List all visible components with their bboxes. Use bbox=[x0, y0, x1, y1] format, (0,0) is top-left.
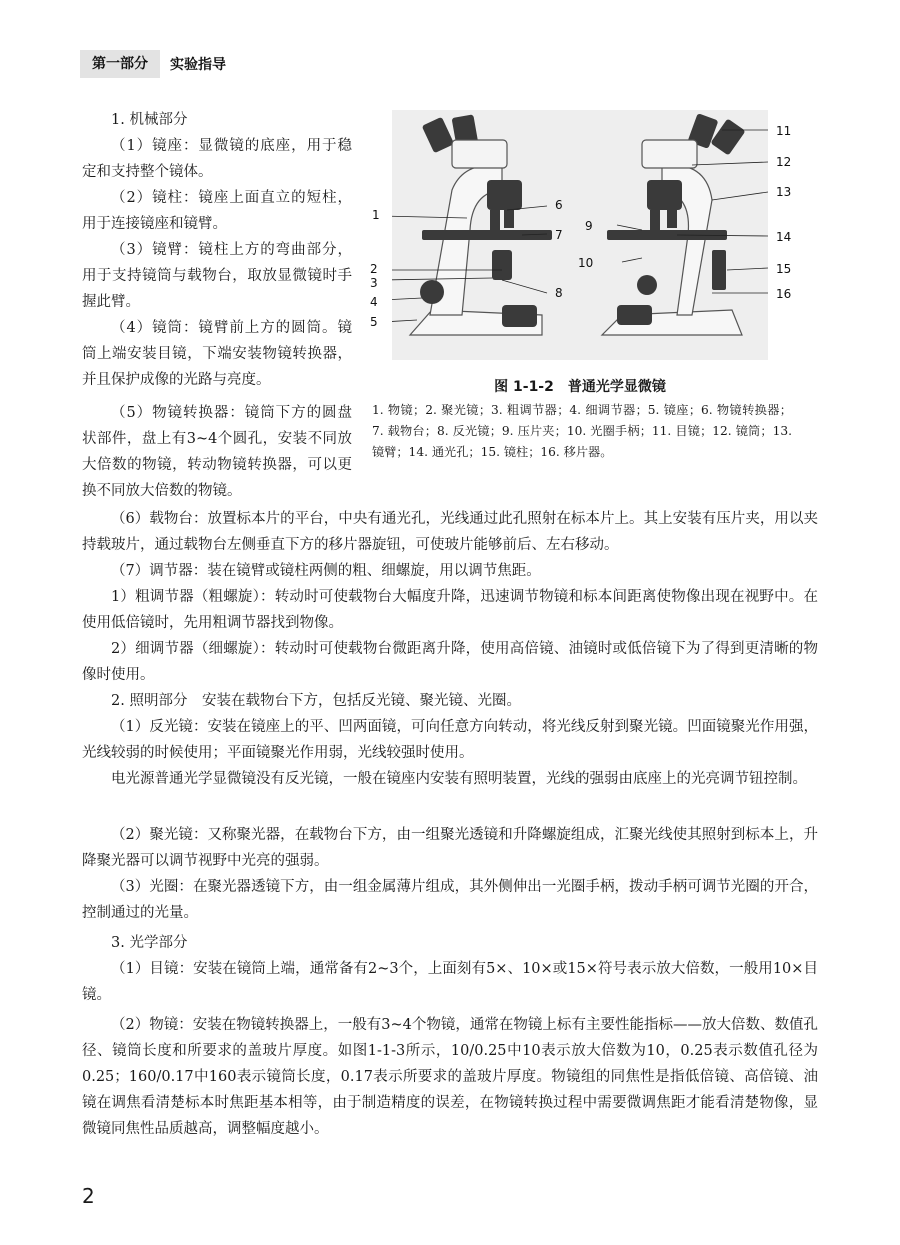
paragraph-electric-light: 电光源普通光学显微镜没有反光镜，一般在镜座内安装有照明装置，光线的强弱由底座上的光亮调节钮控制。 bbox=[111, 771, 807, 787]
running-header bbox=[80, 50, 226, 78]
callout-label: 2 bbox=[370, 262, 378, 276]
paragraph-diaphragm: （3）光圈：在聚光器透镜下方，由一组金属薄片组成，其外侧伸出一光圈手柄，拨动手柄可调节光圈的开合，控制通过的光量。 bbox=[82, 879, 818, 921]
callout-label: 16 bbox=[776, 287, 792, 301]
paragraph-eyepiece: （1）目镜：安装在镜筒上端，通常备有2~3个，上面刻有5×、10×或15×符号表示放大倍数，一般用10×目镜。 bbox=[82, 961, 818, 1003]
callout-label: 1 bbox=[372, 208, 380, 222]
paragraph-stage: （6）载物台：放置标本片的平台，中央有通光孔，光线通过此孔照射在标本片上。其上安装有压片夹，用以夹持载玻片，通过载物台左侧垂直下方的移片器旋钮，可使玻片能够前后、左右移动。 bbox=[82, 511, 818, 553]
section-heading-mechanical: 1. 机械部分 bbox=[111, 112, 188, 128]
callout-label: 13 bbox=[776, 185, 792, 199]
paragraph-objective: （2）物镜：安装在物镜转换器上，一般有3~4个物镜，通常在物镜上标有主要性能指标——放大倍数、数值孔径、镜筒长度和所要求的盖玻片厚度。如图1-1-3所示，10/0.25中10表示放大倍数为10，0.25表示数值孔径为0.25；160/0.17中160表示镜筒长度，0.17表示所要求的盖玻片厚度。物镜组的同焦性是指低倍镜、高倍镜、油镜在调焦看清楚标本时焦距基本相等，由于制造精度的误差，在物镜转换过程中需要微调焦距才能看清楚物像，显微镜同焦性品质越高，调整幅度越小。 bbox=[82, 1017, 818, 1137]
section-heading-optical: 3. 光学部分 bbox=[111, 935, 188, 951]
callout-label: 3 bbox=[370, 276, 378, 290]
callout-label: 11 bbox=[776, 124, 792, 138]
page-number: 2 bbox=[82, 1184, 95, 1208]
paragraph-tube: （4）镜筒：镜臂前上方的圆筒。镜筒上端安装目镜，下端安装物镜转换器，并且保护成像的光路与亮度。 bbox=[82, 320, 352, 388]
callout-label: 14 bbox=[776, 230, 792, 244]
callout-label: 10 bbox=[578, 256, 594, 270]
callout-label: 8 bbox=[555, 286, 563, 300]
paragraph-adjusters: （7）调节器：装在镜臂或镜柱两侧的粗、细螺旋，用以调节焦距。 bbox=[111, 563, 541, 579]
paragraph-arm: （3）镜臂：镜柱上方的弯曲部分，用于支持镜筒与载物台，取放显微镜时手握此臂。 bbox=[82, 242, 352, 310]
callout-label: 12 bbox=[776, 155, 792, 169]
paragraph-fine-adjuster: 2）细调节器（细螺旋）：转动时可使载物台微距离升降，使用高倍镜、油镜时或低倍镜下为了得到更清晰的物像时使用。 bbox=[82, 641, 818, 683]
callout-label: 6 bbox=[555, 198, 563, 212]
callout-label: 4 bbox=[370, 295, 378, 309]
header-title: 实验指导 bbox=[170, 57, 226, 73]
paragraph-coarse-adjuster: 1）粗调节器（粗螺旋）：转动时可使载物台大幅度升降，迅速调节物镜和标本间距离使物像出现在视野中。在使用低倍镜时，先用粗调节器找到物像。 bbox=[82, 589, 818, 631]
microscope-illustration bbox=[392, 110, 768, 360]
callout-label: 15 bbox=[776, 262, 792, 276]
paragraph-condenser: （2）聚光镜：又称聚光器，在载物台下方，由一组聚光透镜和升降螺旋组成，汇聚光线使其照射到标本上，升降聚光器可以调节视野中光亮的强弱。 bbox=[82, 827, 818, 869]
paragraph-pillar: （2）镜柱：镜座上面直立的短柱，用于连接镜座和镜臂。 bbox=[82, 190, 352, 232]
callout-label: 7 bbox=[555, 228, 563, 242]
figure-legend: 1. 物镜；2. 聚光镜；3. 粗调节器；4. 细调节器；5. 镜座；6. 物镜转换器；7. 载物台；8. 反光镜；9. 压片夹；10. 光圈手柄；11. 目镜；12. 镜筒；13. 镜臂；14. 通光孔；15. 镜柱；16. 移片器。 bbox=[372, 403, 792, 459]
microscope-photo bbox=[392, 110, 768, 360]
paragraph-base: （1）镜座：显微镜的底座，用于稳定和支持整个镜体。 bbox=[82, 138, 352, 180]
section-heading-illumination: 2. 照明部分 安装在载物台下方，包括反光镜、聚光镜、光圈。 bbox=[111, 693, 521, 709]
paragraph-nosepiece: （5）物镜转换器：镜筒下方的圆盘状部件，盘上有3~4个圆孔，安装不同放大倍数的物镜，转动物镜转换器，可以更换不同放大倍数的物镜。 bbox=[82, 405, 352, 499]
paragraph-mirror: （1）反光镜：安装在镜座上的平、凹两面镜，可向任意方向转动，将光线反射到聚光镜。凹面镜聚光作用强，光线较弱的时候使用；平面镜聚光作用弱，光线较强时使用。 bbox=[82, 719, 818, 761]
part-label: 第一部分 bbox=[80, 50, 160, 78]
callout-label: 9 bbox=[585, 219, 593, 233]
figure-caption: 图 1-1-2 普通光学显微镜 bbox=[494, 379, 666, 395]
callout-label: 5 bbox=[370, 315, 378, 329]
